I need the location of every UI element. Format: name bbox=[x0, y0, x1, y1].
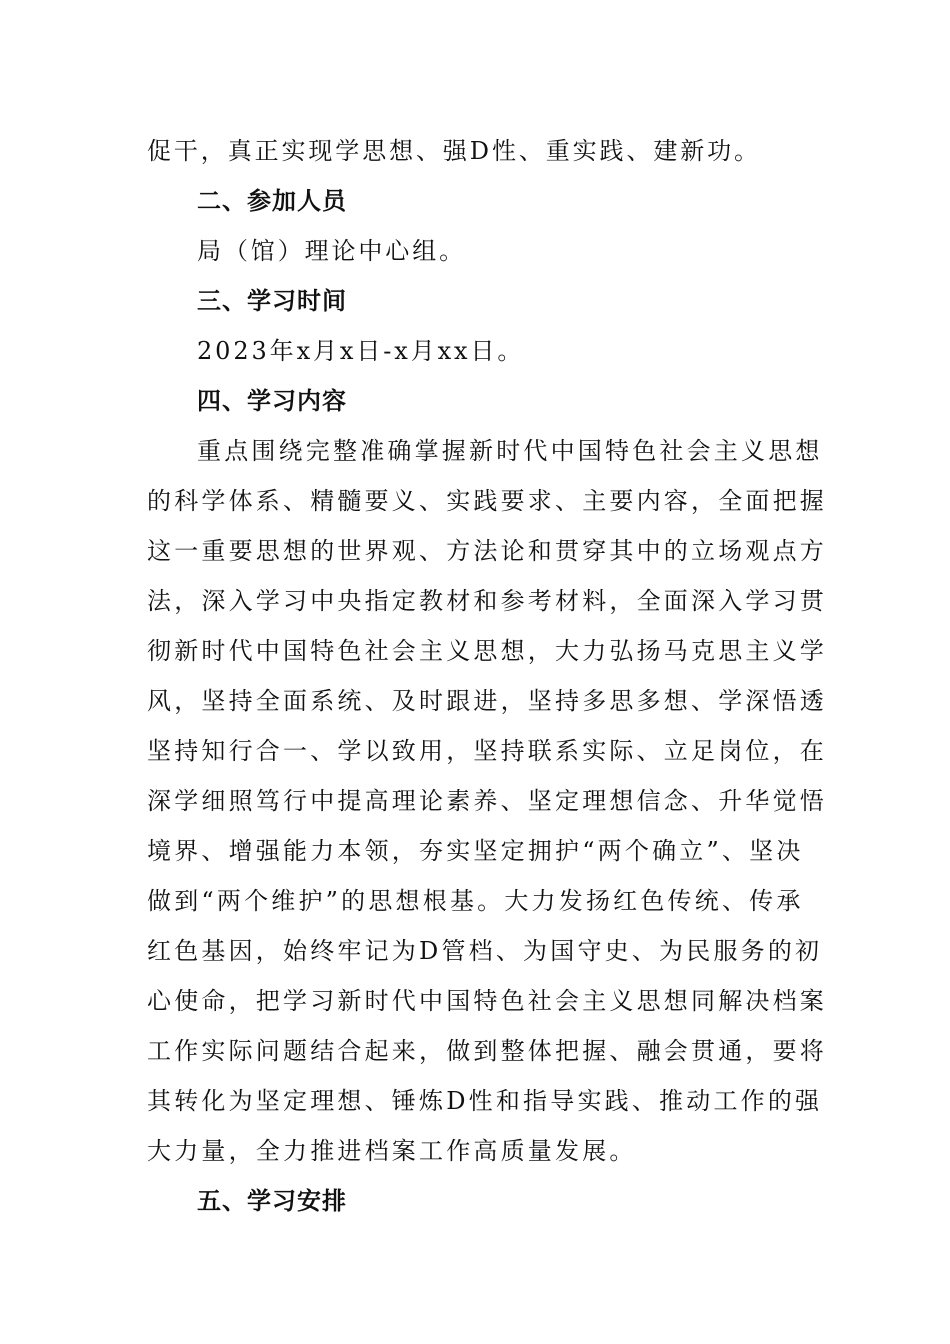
section-4-line: 红色基因，始终牢记为D管档、为国守史、为民服务的初 bbox=[147, 937, 823, 965]
section-2-heading: 二、参加人员 bbox=[197, 187, 347, 215]
section-4-line: 心使命，把学习新时代中国特色社会主义思想同解决档案 bbox=[147, 987, 827, 1015]
section-4-line: 这一重要思想的世界观、方法论和贯穿其中的立场观点方 bbox=[147, 537, 827, 565]
section-4-line: 大力量，全力推进档案工作高质量发展。 bbox=[147, 1137, 637, 1165]
section-4-line: 境界、增强能力本领，夯实坚定拥护“两个确立”、坚决 bbox=[147, 837, 804, 865]
section-4-line: 法，深入学习中央指定教材和参考材料，全面深入学习贯 bbox=[147, 587, 827, 615]
section-4-line: 重点围绕完整准确掌握新时代中国特色社会主义思想 bbox=[197, 437, 823, 465]
intro-tail-line: 促干，真正实现学思想、强D性、重实践、建新功。 bbox=[147, 137, 761, 165]
section-4-line: 工作实际问题结合起来，做到整体把握、融会贯通，要将 bbox=[147, 1037, 827, 1065]
section-4-line: 其转化为坚定理想、锤炼D性和指导实践、推动工作的强 bbox=[147, 1087, 823, 1115]
section-3-heading: 三、学习时间 bbox=[197, 287, 347, 315]
section-4-line: 坚持知行合一、学以致用，坚持联系实际、立足岗位，在 bbox=[147, 737, 827, 765]
section-4-line: 彻新时代中国特色社会主义思想，大力弘扬马克思主义学 bbox=[147, 637, 827, 665]
section-5-heading: 五、学习安排 bbox=[197, 1187, 347, 1215]
section-3-body: 2023年x月x日-x月xx日。 bbox=[197, 337, 525, 365]
section-4-heading: 四、学习内容 bbox=[197, 387, 347, 415]
section-4-line: 的科学体系、精髓要义、实践要求、主要内容，全面把握 bbox=[147, 487, 827, 515]
section-4-line: 风，坚持全面系统、及时跟进，坚持多思多想、学深悟透 bbox=[147, 687, 827, 715]
section-2-body: 局（馆）理论中心组。 bbox=[197, 237, 466, 265]
section-4-line: 做到“两个维护”的思想根基。大力发扬红色传统、传承 bbox=[147, 887, 804, 915]
section-4-line: 深学细照笃行中提高理论素养、坚定理想信念、升华觉悟 bbox=[147, 787, 827, 815]
